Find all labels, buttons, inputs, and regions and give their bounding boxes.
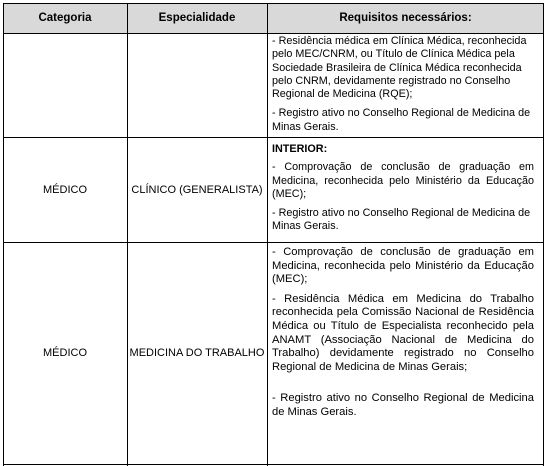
table-border-top — [3, 3, 544, 4]
requirements-table — [3, 3, 544, 466]
requirement-text: - Residência Médica em Medicina do Trabalho reconhecida pela Comissão Nacional de Residência Médica ou Título de Especialista reconhecido pela ANAMT (Associação Nacional de Medicina do Trabalho) devidamente registrado no Conselho Regional de Medicina de Minas Gerais; — [272, 292, 534, 373]
column-divider-2 — [267, 3, 268, 466]
table-row-2-requisitos — [272, 143, 534, 240]
subheading-interior: INTERIOR: — [272, 143, 328, 155]
requirement-text: - Comprovação de conclusão de graduação em Medicina, reconhecida pelo Ministério da Educação (MEC); — [272, 246, 534, 286]
table-row-3-categoria: MÉDICO — [43, 347, 87, 359]
requirement-text: - Residência médica em Clínica Médica, reconhecida pelo MEC/CNRM, ou Título de Clínica Médica pela Sociedade Brasileira de Clínica Médica reconhecida pelo CNRM, devidamente registrado no Conselho Regional de Medicina (RQE); — [272, 35, 527, 101]
requirement-text: - Registro ativo no Conselho Regional de Medicina de Minas Gerais. — [272, 207, 531, 233]
requirement-text: - Comprovação de conclusão de graduação em Medicina, reconhecida pelo Ministério da Educação (MEC); — [272, 161, 534, 200]
table-row-1-requisitos — [272, 35, 534, 140]
table-header — [3, 3, 544, 33]
table-row-2-categoria: MÉDICO — [43, 183, 87, 196]
header-divider — [3, 33, 544, 34]
header-requisitos: Requisitos necessários: — [339, 12, 472, 24]
requirement-text: - Registro ativo no Conselho Regional de Medicina de Minas Gerais. — [272, 392, 534, 418]
header-categoria: Categoria — [38, 12, 92, 24]
requirement-text: - Registro ativo no Conselho Regional de Medicina de Minas Gerais. — [272, 107, 531, 133]
table-border-right — [543, 3, 544, 466]
row-divider-3 — [3, 464, 544, 465]
table-row-3-requisitos — [272, 246, 534, 426]
header-especialidade: Especialidade — [158, 12, 236, 24]
table-row-3-especialidade: MEDICINA DO TRABALHO — [129, 347, 265, 359]
table-row-2-especialidade: CLÍNICO (GENERALISTA) — [131, 183, 263, 196]
